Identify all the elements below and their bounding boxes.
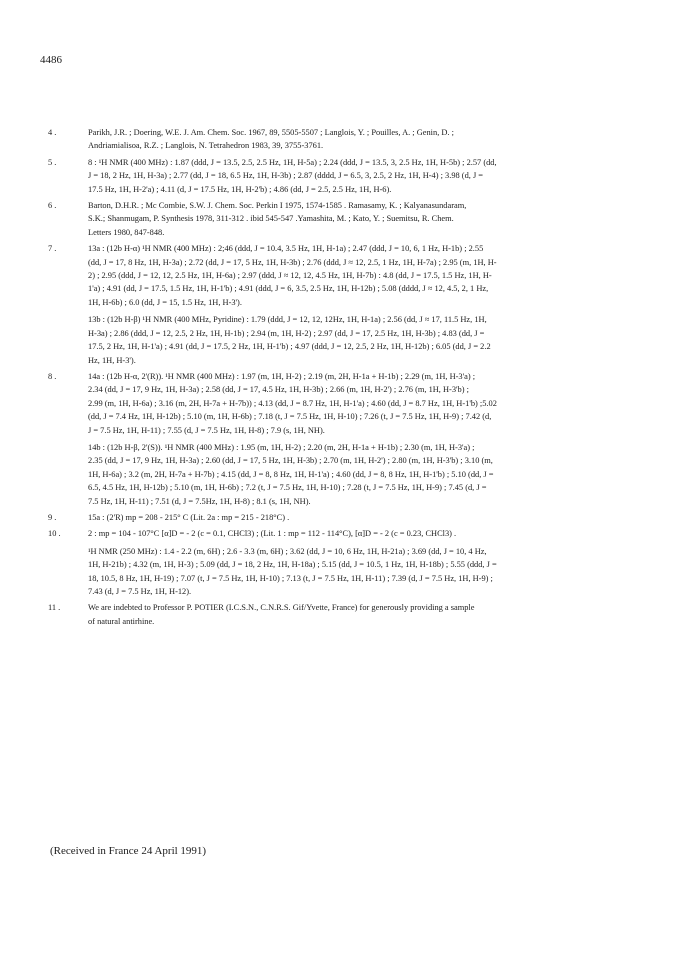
page-number: 4486 (40, 54, 62, 66)
reference-line: Andriamialisoa, R.Z. ; Langlois, N. Tetrahedron 1983, 39, 3755-3761. (88, 141, 324, 151)
reference-line: 2.35 (dd, J = 17, 9 Hz, 1H, H-3a) ; 2.60 (dd, J = 17, 5 Hz, 1H, H-3b) ; 2.70 (m, 1H, H-2') ; 2.80 (m, 1H, H-3'b) ; 3.10 (m, (88, 456, 493, 466)
reference-number: 8 . (48, 371, 57, 381)
reference-line: 15a : (2'R) mp = 208 - 215° C (Lit. 2a : mp = 215 - 218°C) . (88, 512, 290, 522)
reference-line: 17.5 Hz, 1H, H-2'a) ; 4.11 (d, J = 17.5 Hz, 1H, H-2'b) ; 4.86 (dd, J = 2.5, 2.5 Hz, 1H, H-6). (88, 184, 392, 194)
reference-number: 7 . (48, 244, 57, 254)
reference-line: (dd, J = 17, 8 Hz, 1H, H-3a) ; 2.72 (dd, J = 17, 5 Hz, 1H, H-3b) ; 2.76 (ddd, J ≈ 12, 2.5, 1 Hz, 1H, H-7a) ; 2.95 (m, 1H, H- (88, 257, 497, 267)
reference-line: H-3a) ; 2.86 (ddd, J = 12, 2.5, 2 Hz, 1H, H-1b) ; 2.94 (m, 1H, H-2) ; 2.97 (dd, J = 17, 2.5 Hz, 1H, H-3b) ; 4.83 (dd, J = (88, 328, 485, 338)
reference-item (48, 242, 648, 367)
reference-line: ¹H NMR (250 MHz) : 1.4 - 2.2 (m, 6H) ; 2.6 - 3.3 (m, 6H) ; 3.62 (dd, J = 10, 6 Hz, 1H, H-21a) ; 3.69 (dd, J = 10, 4 Hz, (88, 546, 487, 556)
reference-line: 1H, H-6a) ; 3.2 (m, 2H, H-7a + H-7b) ; 4.15 (dd, J = 8, 8 Hz, 1H, H-1'a) ; 4.60 (dd, J = 8, 8 Hz, 1H, H-1'b) ; 5.10 (dd, J = (88, 469, 494, 479)
reference-line: 7.43 (d, J = 7.5 Hz, 1H, H-12). (88, 587, 192, 596)
reference-item (48, 156, 648, 196)
reference-line: 14b : (12b H-β, 2'(S)). ¹H NMR (400 MHz) : 1.95 (m, 1H, H-2) ; 2.20 (m, 2H, H-1a + H-1b) ; 2.30 (m, 1H, H-3'a) ; (88, 442, 475, 452)
received-date: (Received in France 24 April 1991) (50, 845, 207, 857)
reference-number: 5 . (48, 157, 57, 167)
reference-line: 2 : mp = 104 - 107°C [α]D = - 2 (c = 0.1, CHCl3) ; (Lit. 1 : mp = 112 - 114°C), [α]D = - 2 (c = 0.23, CHCl3) . (88, 529, 457, 539)
reference-list (48, 126, 648, 631)
reference-line: 1'a) ; 4.91 (dd, J = 17.5, 1.5 Hz, 1H, H-1'b) ; 4.91 (ddd, J = 6, 3.5, 2.5 Hz, 1H, H-12b) ; 5.08 (dddd, J ≈ 12, 4.5, 2, 1 Hz, (88, 284, 489, 294)
reference-line: 18, 10.5, 8 Hz, 1H, H-19) ; 7.07 (t, J = 7.5 Hz, 1H, H-10) ; 7.13 (t, J = 7.5 Hz, 1H, H-11) ; 7.39 (d, J = 7.5 Hz, 1H, H-9) ; (88, 573, 493, 583)
reference-line: (dd, J = 7.4 Hz, 1H, H-12b) ; 5.10 (m, 1H, H-6b) ; 7.18 (t, J = 7.5 Hz, 1H, H-10) ; 7.26 (t, J = 7.5 Hz, 1H, H-9) ; 7.42 (d, (88, 412, 492, 422)
reference-line: 6.5, 4.5 Hz, 1H, H-12b) ; 5.10 (m, 1H, H-6b) ; 7.2 (t, J = 7.5 Hz, 1H, H-10) ; 7.28 (t, J = 7.5 Hz, 1H, H-9) ; 7.45 (d, J = (88, 483, 487, 493)
reference-item (48, 126, 648, 153)
reference-line: 17.5, 2 Hz, 1H, H-1'a) ; 4.91 (dd, J = 17.5, 2 Hz, 1H, H-1'b) ; 4.97 (ddd, J = 12, 2.5, 2 Hz, 1H, H-12b) ; 6.05 (dd, J = 2.2 (88, 342, 491, 352)
reference-line: S.K.; Shanmugam, P. Synthesis 1978, 311-312 . ibid 545-547 .Yamashita, M. ; Kato, Y. ; Suemitsu, R. Chem. (88, 214, 454, 224)
reference-line: Hz, 1H, H-3'). (88, 355, 136, 365)
reference-number: 11 . (48, 603, 61, 613)
reference-line: 1H, H-21b) ; 4.32 (m, 1H, H-3) ; 5.09 (dd, J = 18, 2 Hz, 1H, H-18a) ; 5.15 (dd, J = 10.5, 1 Hz, 1H, H-18b) ; 5.55 (ddd, J = (88, 560, 497, 570)
reference-line: J = 18, 2 Hz, 1H, H-3a) ; 2.77 (dd, J = 18, 6.5 Hz, 1H, H-3b) ; 2.87 (dddd, J = 6.5, 3, 2.5, 2 Hz, 1H, H-4) ; 3.98 (d, J = (88, 171, 484, 181)
reference-line: J = 7.5 Hz, 1H, H-11) ; 7.55 (d, J = 7.5 Hz, 1H, H-8) ; 7.9 (s, 1H, NH). (88, 425, 325, 435)
reference-item (48, 601, 648, 628)
reference-line: 1H, H-6b) ; 6.0 (dd, J = 15, 1.5 Hz, 1H, H-3'). (88, 297, 242, 307)
reference-line: 14a : (12b H-α, 2'(R)). ¹H NMR (400 MHz) : 1.97 (m, 1H, H-2) ; 2.19 (m, 2H, H-1a + H-1b) ; 2.29 (m, 1H, H-3'a) ; (88, 371, 476, 381)
reference-line: Letters 1980, 847-848. (88, 227, 165, 237)
reference-item (48, 199, 648, 239)
reference-item (48, 511, 648, 524)
reference-line: Barton, D.H.R. ; Mc Combie, S.W. J. Chem. Soc. Perkin I 1975, 1574-1585 . Ramasamy, K. ; Kalyanasundaram, (88, 201, 467, 211)
reference-item (48, 527, 648, 598)
reference-number: 10 . (48, 529, 61, 539)
reference-number: 6 . (48, 201, 57, 211)
reference-line: 13b : (12b H-β) ¹H NMR (400 MHz, Pyridine) : 1.79 (ddd, J = 12, 12, 12Hz, 1H, H-1a) ; 2.56 (dd, J ≈ 17, 11.5 Hz, 1H, (88, 315, 487, 325)
reference-item (48, 370, 648, 508)
reference-line: 8 : ¹H NMR (400 MHz) : 1.87 (ddd, J = 13.5, 2.5, 2.5 Hz, 1H, H-5a) ; 2.24 (ddd, J = 13.5, 3, 2.5 Hz, 1H, H-5b) ; 2.57 (dd, (88, 157, 497, 167)
reference-line: of natural antirhine. (88, 616, 155, 626)
reference-number: 9 . (48, 512, 57, 522)
reference-line: 7.5 Hz, 1H, H-11) ; 7.51 (d, J = 7.5Hz, 1H, H-8) ; 8.1 (s, 1H, NH). (88, 496, 311, 506)
reference-line: 2.99 (m, 1H, H-6a) ; 3.16 (m, 2H, H-7a + H-7b)) ; 4.13 (dd, J = 8.7 Hz, 1H, H-1'a) ; 4.60 (dd, J = 8.7 Hz, 1H, H-1'b) ;5.02 (88, 398, 497, 408)
reference-line: 13a : (12b H-α) ¹H NMR (400 MHz) : 2;46 (ddd, J = 10.4, 3.5 Hz, 1H, H-1a) ; 2.47 (ddd, J = 10, 6, 1 Hz, H-1b) ; 2.55 (88, 244, 484, 254)
reference-line: 2) ; 2.95 (ddd, J = 12, 12, 2.5 Hz, 1H, H-6a) ; 2.97 (ddd, J ≈ 12, 12, 4.5 Hz, 1H, H-7b) : 4.8 (dd, J = 17.5, 1.5 Hz, 1H, H- (88, 271, 492, 281)
reference-line: Parikh, J.R. ; Doering, W.E. J. Am. Chem. Soc. 1967, 89, 5505-5507 ; Langlois, Y. ; Pouilles, A. ; Genin, D. ; (88, 128, 454, 137)
reference-line: We are indebted to Professor P. POTIER (I.C.S.N., C.N.R.S. Gif/Yvette, France) for generously providing a sample (88, 603, 475, 613)
reference-number: 4 . (48, 128, 57, 137)
reference-line: 2.34 (dd, J = 17, 9 Hz, 1H, H-3a) ; 2.58 (dd, J = 17, 4.5 Hz, 1H, H-3b) ; 2.66 (m, 1H, H-2') ; 2.76 (m, 1H, H-3'b) ; (88, 385, 469, 395)
